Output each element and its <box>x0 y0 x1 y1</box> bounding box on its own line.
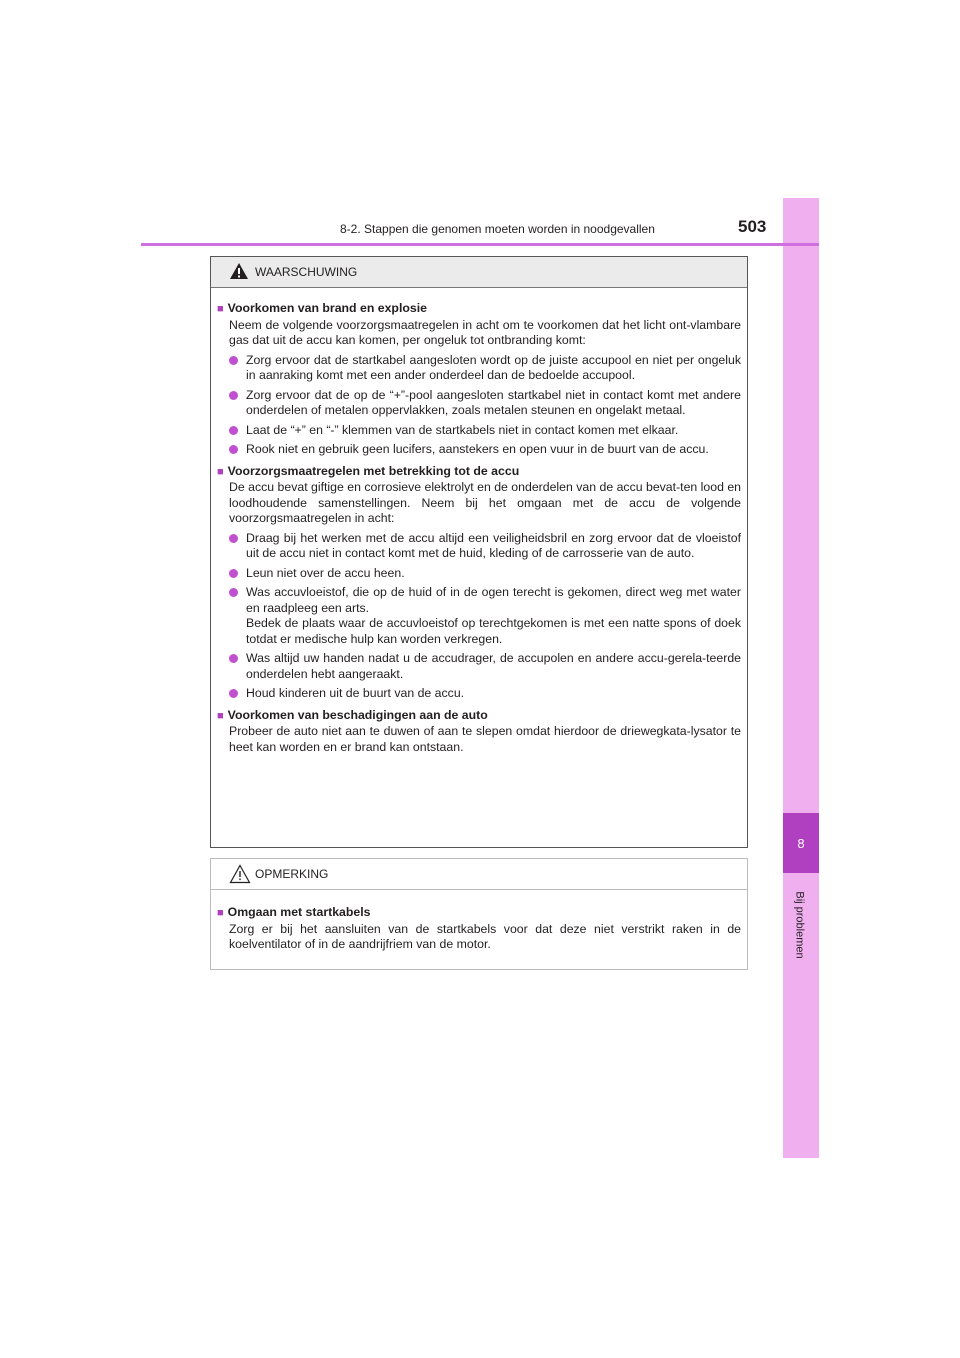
list-item: Laat de “+” en “-” klemmen van de startkabels niet in contact komen met elkaar. <box>229 423 741 439</box>
warning-triangle-filled-icon <box>229 262 249 280</box>
notice-box <box>210 858 748 970</box>
section-intro: Neem de volgende voorzorgsmaatregelen in acht om te voorkomen dat het licht ont-vlambare gas dat uit de accu kan komen, per ongeluk tot ontbranding komt: <box>229 317 741 347</box>
list-item: Leun niet over de accu heen. <box>229 566 741 582</box>
warning-title: WAARSCHUWING <box>255 265 358 279</box>
notice-header <box>211 859 747 890</box>
list-item: Houd kinderen uit de buurt van de accu. <box>229 686 741 702</box>
warning-header <box>211 257 747 288</box>
round-bullet-icon <box>229 689 238 698</box>
round-bullet-icon <box>229 534 238 543</box>
section-intro: Probeer de auto niet aan te duwen of aan te slepen omdat hierdoor de driewegkata-lysator te heet kan worden en er brand kan ontstaan. <box>229 724 741 754</box>
caution-triangle-outline-icon <box>229 864 251 884</box>
round-bullet-icon <box>229 391 238 400</box>
notice-title: OPMERKING <box>255 867 329 881</box>
chapter-number: 8 <box>783 813 819 873</box>
round-bullet-icon <box>229 654 238 663</box>
warning-body <box>211 288 747 755</box>
section-heading: ■ Omgaan met startkabels <box>217 905 371 919</box>
side-tab <box>783 198 819 1158</box>
section-intro: De accu bevat giftige en corrosieve elektrolyt en de onderdelen van de accu bevat-ten lood en loodhoudende samenstellingen. Neem bij het omgaan met de accu de volgende voorzorgsmaatregelen in acht: <box>229 480 742 525</box>
section-heading: ■ Voorzorgsmaatregelen met betrekking tot de accu <box>217 463 520 478</box>
list-item: Zorg ervoor dat de startkabel aangesloten wordt op de juiste accupool en niet per ongeluk in aanraking komt met een ander onderdeel dan de bedoelde accupool. <box>229 353 741 384</box>
round-bullet-icon <box>229 588 238 597</box>
round-bullet-icon <box>229 445 238 454</box>
notice-body <box>211 890 747 953</box>
square-bullet-icon: ■ <box>217 709 224 722</box>
square-bullet-icon: ■ <box>217 907 224 919</box>
round-bullet-icon <box>229 356 238 365</box>
section-title: 8-2. Stappen die genomen moeten worden in noodgevallen <box>340 222 655 236</box>
list-item: Was altijd uw handen nadat u de accudrager, de accupolen en andere accu-gerela-teerde onderdelen hebt aangeraakt. <box>229 651 741 682</box>
section-intro: Zorg er bij het aansluiten van de startkabels voor dat deze niet verstrikt raken in de koelventilator of in de aandrijfriem van de motor. <box>229 921 741 951</box>
list-item: Zorg ervoor dat de op de “+”-pool aangesloten startkabel niet in contact komt met andere onderdelen of metalen oppervlakken, zoals metalen steunen en ongelakt metaal. <box>229 388 741 419</box>
round-bullet-icon <box>229 569 238 578</box>
square-bullet-icon: ■ <box>217 303 224 315</box>
round-bullet-icon <box>229 426 238 435</box>
list-item: Was accuvloeistof, die op de huid of in de ogen terecht is gekomen, direct weg met water en raadpleeg een arts. Bedek de plaats waar de accuvloeistof op terechtgekomen is met een natte spons of doek totdat er medische hulp kan worden verkregen. <box>229 585 741 647</box>
list-item: Rook niet en gebruik geen lucifers, aanstekers en open vuur in de buurt van de accu. <box>229 442 741 458</box>
chapter-label: Bij problemen <box>794 891 807 959</box>
header-rule <box>141 243 819 246</box>
page-number: 503 <box>738 217 767 236</box>
warning-box <box>210 256 748 848</box>
section-heading: ■ Voorkomen van brand en explosie <box>217 301 427 315</box>
list-item: Draag bij het werken met de accu altijd een veiligheidsbril en zorg ervoor dat de vloeistof uit de accu niet in contact komt met de huid, kleding of de carrosserie van de auto. <box>229 531 741 562</box>
square-bullet-icon: ■ <box>217 465 224 478</box>
section-heading: ■ Voorkomen van beschadigingen aan de auto <box>217 707 488 722</box>
